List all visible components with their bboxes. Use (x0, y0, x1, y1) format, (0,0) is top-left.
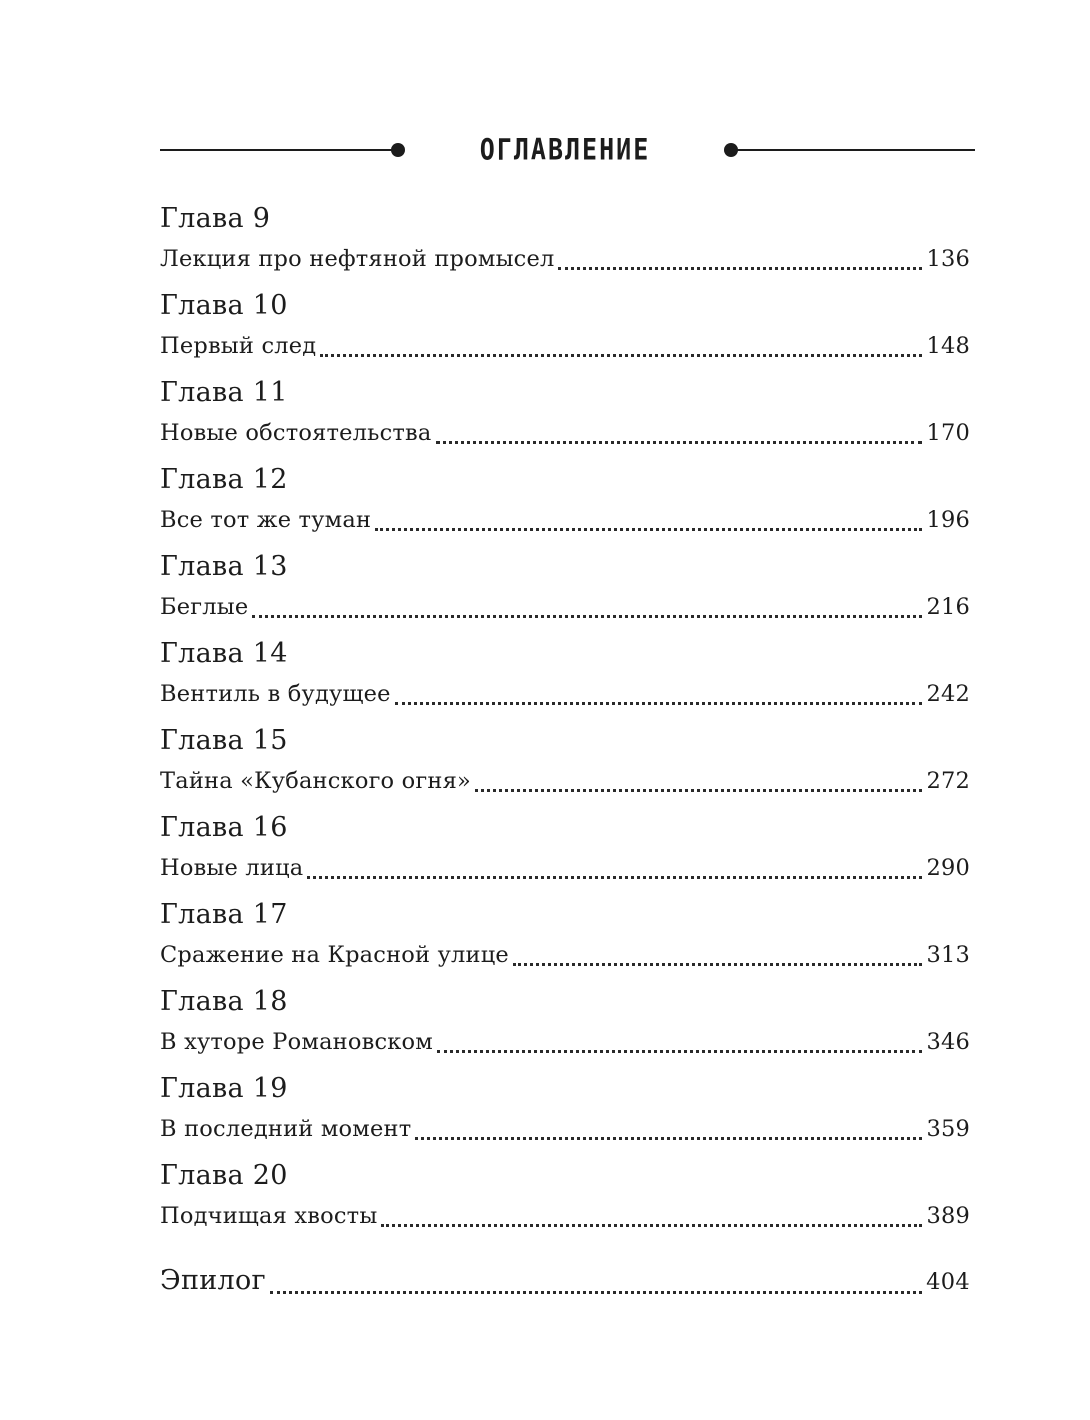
header-rule-right (734, 149, 975, 151)
page-number: 346 (926, 1029, 970, 1055)
chapter-label: Глава 10 (160, 290, 288, 321)
page-number: 359 (926, 1116, 970, 1142)
chapter-label: Глава 13 (160, 551, 288, 582)
page-number: 216 (926, 594, 970, 620)
toc-chapter-block (160, 811, 970, 898)
toc-entry (160, 1201, 970, 1231)
chapter-title: Подчищая хвосты (160, 1203, 378, 1229)
chapter-title: Вентиль в будущее (160, 681, 391, 707)
page-title: ОГЛАВЛЕНИЕ (479, 132, 651, 167)
chapter-label: Глава 20 (160, 1160, 288, 1191)
chapter-label: Глава 18 (160, 986, 288, 1017)
header-rule-left (160, 149, 396, 151)
chapter-title: В последний момент (160, 1116, 412, 1142)
chapter-label: Глава 19 (160, 1073, 288, 1104)
page-number: 272 (926, 768, 970, 794)
chapter-title: Новые лица (160, 855, 304, 881)
toc-header (160, 132, 975, 168)
chapter-title: Первый след (160, 333, 317, 359)
chapter-title: Беглые (160, 594, 249, 620)
chapter-title: Новые обстоятельства (160, 420, 432, 446)
page-number: 404 (926, 1269, 970, 1295)
chapter-title: Все тот же туман (160, 507, 372, 533)
page-number: 242 (926, 681, 970, 707)
toc-entry (160, 766, 970, 796)
chapter-label: Глава 9 (160, 203, 271, 234)
page-number: 313 (926, 942, 970, 968)
toc-chapter-block (160, 724, 970, 811)
toc-entry (160, 331, 970, 361)
table-of-contents (160, 202, 970, 1246)
chapter-title: Сражение на Красной улице (160, 942, 509, 968)
toc-chapter-block (160, 463, 970, 550)
chapter-title: В хуторе Романовском (160, 1029, 434, 1055)
page-number: 290 (926, 855, 970, 881)
chapter-label: Глава 16 (160, 812, 288, 843)
dot-leader (475, 789, 923, 792)
dot-leader (270, 1291, 922, 1294)
toc-chapter-block (160, 985, 970, 1072)
toc-entry (160, 505, 970, 535)
toc-chapter-block (160, 637, 970, 724)
toc-chapter-block (160, 376, 970, 463)
chapter-label: Глава 15 (160, 725, 288, 756)
dot-leader (375, 528, 922, 531)
toc-entry (160, 1027, 970, 1057)
toc-chapter-block (160, 289, 970, 376)
chapter-label: Глава 17 (160, 899, 288, 930)
dot-leader (437, 1050, 922, 1053)
dot-leader (320, 354, 922, 357)
toc-entry (160, 679, 970, 709)
epilogue-title: Эпилог (160, 1265, 267, 1296)
page-number: 196 (926, 507, 970, 533)
toc-chapter-block (160, 1159, 970, 1246)
toc-chapter-block (160, 550, 970, 637)
dot-leader (252, 615, 922, 618)
page-number: 389 (926, 1203, 970, 1229)
dot-leader (395, 702, 923, 705)
toc-entry (160, 244, 970, 274)
toc-chapter-block (160, 202, 970, 289)
dot-leader (381, 1224, 922, 1227)
toc-entry (160, 592, 970, 622)
toc-chapter-block (160, 1072, 970, 1159)
dot-leader (513, 963, 923, 966)
dot-leader (558, 267, 922, 270)
dot-leader (415, 1137, 922, 1140)
chapter-label: Глава 12 (160, 464, 288, 495)
dot-leader (436, 441, 923, 444)
toc-epilogue-entry (160, 1264, 970, 1299)
page-number: 170 (926, 420, 970, 446)
toc-entry (160, 853, 970, 883)
chapter-label: Глава 11 (160, 377, 288, 408)
dot-leader (307, 876, 922, 879)
toc-entry (160, 940, 970, 970)
chapter-title: Тайна «Кубанского огня» (160, 768, 471, 794)
chapter-label: Глава 14 (160, 638, 288, 669)
chapter-title: Лекция про нефтяной промысел (160, 246, 555, 272)
page-number: 148 (926, 333, 970, 359)
toc-entry (160, 1114, 970, 1144)
page-number: 136 (926, 246, 970, 272)
toc-entry (160, 418, 970, 448)
toc-chapter-block (160, 898, 970, 985)
